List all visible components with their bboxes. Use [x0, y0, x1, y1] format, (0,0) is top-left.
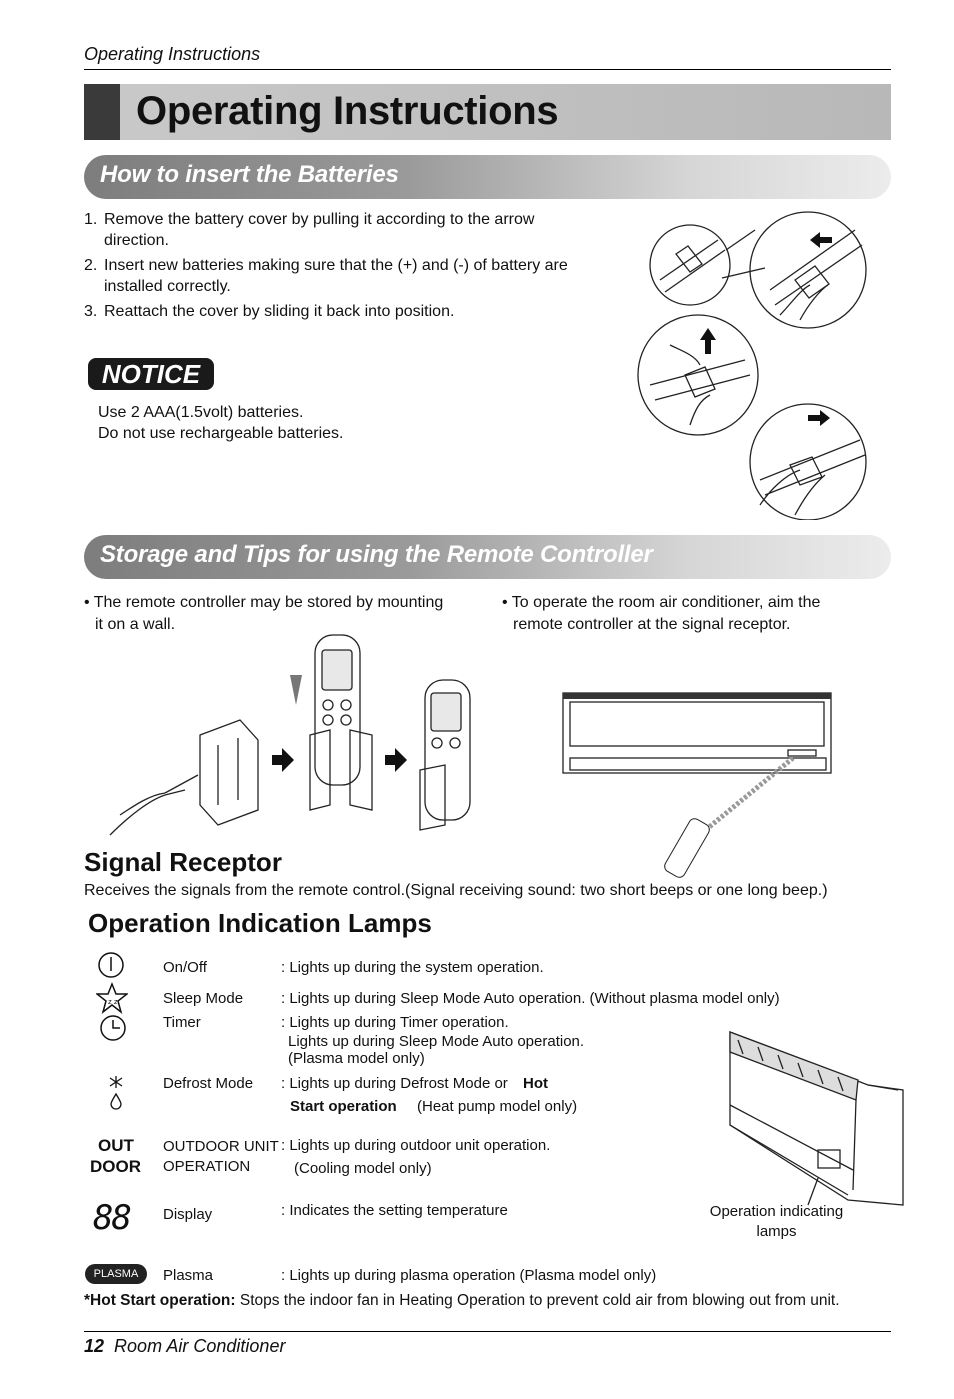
lamps-heading: Operation Indication Lamps: [88, 908, 432, 938]
step-text: Reattach the cover by sliding it back into position.: [104, 303, 455, 320]
svg-text:z z: z z: [108, 998, 118, 1006]
footer-rule: [84, 1331, 891, 1332]
signal-receptor-heading: Signal Receptor: [84, 847, 282, 877]
outdoor-icon-text-2: DOOR: [90, 1157, 141, 1176]
hot-start-label: *Hot Start operation:: [84, 1292, 236, 1309]
step-text-cont: installed correctly.: [104, 278, 231, 295]
lamp-name-sleep: Sleep Mode: [163, 990, 244, 1007]
header-rule: [84, 69, 891, 70]
battery-illustration: [630, 210, 875, 520]
arrow-down-icon: [290, 675, 302, 705]
hot-start-note: [84, 1292, 840, 1310]
lamp-name-outdoor-1: OUTDOOR UNIT: [163, 1138, 279, 1155]
storage-tip-left-1: • The remote controller may be stored by mounting: [84, 594, 444, 611]
lamp-name-display: Display: [163, 1206, 213, 1223]
wall-mount-illustration: [100, 625, 490, 855]
arrow-up-icon: [700, 328, 716, 354]
lamp-name-defrost: Defrost Mode: [163, 1075, 254, 1092]
page-title: Operating Instructions: [136, 89, 559, 133]
battery-step-1: [84, 209, 614, 251]
lamp-desc-sleep: : Lights up during Sleep Mode Auto operation. (Without plasma model only): [281, 990, 780, 1007]
display-digits-icon: 88: [93, 1198, 130, 1238]
lamp-desc-outdoor-2: (Cooling model only): [294, 1160, 432, 1177]
lamp-desc-defrost-bold-2: Start operation: [290, 1098, 397, 1115]
lamp-caption-2: lamps: [756, 1223, 797, 1240]
page-number: 12: [84, 1336, 105, 1356]
section-heading-storage: Storage and Tips for using the Remote Controller: [100, 541, 653, 568]
power-icon: [96, 950, 126, 980]
footer: [84, 1336, 285, 1357]
lamp-name-timer: Timer: [163, 1014, 201, 1031]
lamp-caption-1: Operation indicating: [709, 1203, 844, 1220]
remote-pointing: [662, 817, 711, 880]
step-text: Insert new batteries making sure that the (+) and (-) of battery are: [104, 257, 568, 274]
notice-line-2: Do not use rechargeable batteries.: [98, 425, 344, 442]
notice-badge: NOTICE: [88, 358, 214, 390]
storage-tip-right-1: • To operate the room air conditioner, aim the: [502, 594, 821, 611]
signal-receptor: [788, 750, 816, 756]
arrow-right-icon: [272, 748, 294, 772]
lamp-desc-defrost-2: (Heat pump model only): [417, 1098, 578, 1115]
step-text: Remove the battery cover by pulling it according to the arrow: [104, 211, 535, 228]
lamp-desc-defrost-1: : Lights up during Defrost Mode or: [281, 1075, 508, 1092]
lamp-panel-illustration: [728, 1030, 908, 1210]
battery-step-3: [84, 301, 614, 322]
notice-line-1: Use 2 AAA(1.5volt) batteries.: [98, 404, 304, 421]
signal-receptor-text: Receives the signals from the remote control.(Signal receiving sound: two short beeps or one long beep.): [84, 882, 828, 899]
outdoor-icon-text-1: OUT: [98, 1136, 134, 1155]
storage-tip-right-2: remote controller at the signal receptor.: [513, 616, 791, 633]
lamp-name-plasma: Plasma: [163, 1267, 214, 1284]
defrost-icon: [105, 1074, 127, 1110]
timer-clock-icon: [98, 1013, 128, 1043]
battery-step-2: [84, 255, 614, 297]
holder-bracket: [200, 720, 258, 825]
lamp-name-outdoor-2: OPERATION: [163, 1158, 251, 1175]
zoom-circle-remote: [650, 225, 730, 305]
lamp-desc-onoff: : Lights up during the system operation.: [281, 959, 544, 976]
storage-tip-left-2: it on a wall.: [95, 616, 176, 633]
lamp-desc-outdoor-1: : Lights up during outdoor unit operation.: [281, 1137, 551, 1154]
lamp-desc-timer-3: (Plasma model only): [288, 1050, 425, 1067]
lamp-desc-display: : Indicates the setting temperature: [281, 1202, 508, 1219]
section-heading-batteries: How to insert the Batteries: [100, 161, 399, 188]
step-number: 3.: [84, 303, 98, 320]
step-number: 2.: [84, 257, 98, 274]
lamp-desc-timer-1: : Lights up during Timer operation.: [281, 1014, 509, 1031]
title-accent-block: [84, 84, 120, 140]
arrow-right-icon: [385, 748, 407, 772]
lamp-desc-defrost-bold-1: Hot: [523, 1075, 548, 1092]
arrow-left-icon: [810, 232, 832, 248]
step2-circle: [638, 315, 758, 435]
hot-start-text: Stops the indoor fan in Heating Operation to prevent cold air from blowing out from unit.: [235, 1292, 840, 1309]
step-number: 1.: [84, 211, 98, 228]
sleep-star-icon: [96, 982, 128, 1014]
lamp-desc-plasma: : Lights up during plasma operation (Plasma model only): [281, 1267, 657, 1284]
indoor-unit-illustration: [558, 688, 838, 883]
running-header: Operating Instructions: [84, 44, 261, 64]
signal-beam: [708, 758, 793, 828]
step1-circle: [750, 212, 866, 328]
footer-product: Room Air Conditioner: [114, 1336, 286, 1356]
lamp-desc-timer-2: Lights up during Sleep Mode Auto operation.: [288, 1033, 585, 1050]
indoor-unit-body: [563, 693, 831, 773]
step-text-cont: direction.: [104, 232, 169, 249]
plasma-badge-icon: PLASMA: [85, 1264, 147, 1284]
arrow-right-icon: [808, 410, 830, 426]
lamp-name-onoff: On/Off: [163, 959, 207, 976]
